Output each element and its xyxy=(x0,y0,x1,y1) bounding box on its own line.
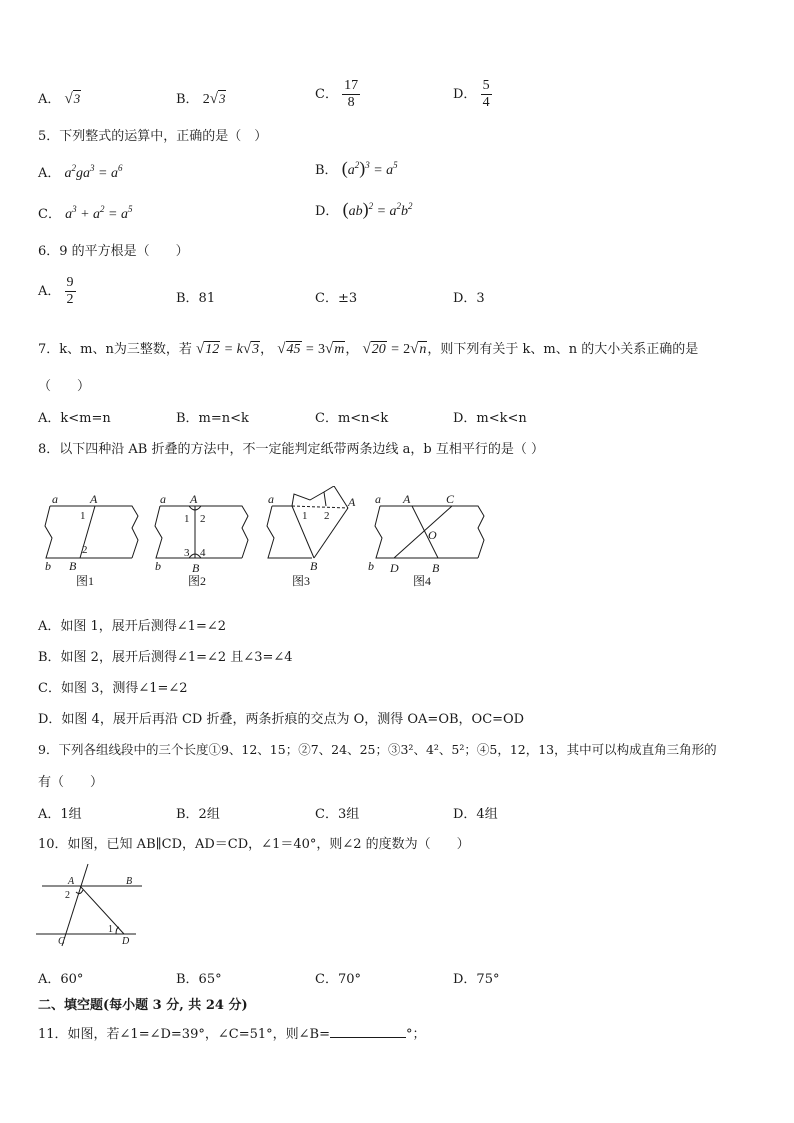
figure-3 xyxy=(267,486,356,588)
q9-stem-continued: 有（ ） xyxy=(38,775,104,790)
svg-text:D: D xyxy=(390,561,399,575)
svg-text:1: 1 xyxy=(302,510,308,522)
q8-option-c: C．如图 3，测得∠1=∠2 xyxy=(38,681,188,696)
svg-text:O: O xyxy=(428,528,437,542)
q7-option-b: B．m=n<k xyxy=(176,411,249,426)
svg-text:A: A xyxy=(190,492,198,506)
q6-option-b: B．81 xyxy=(176,291,216,306)
svg-text:1: 1 xyxy=(184,513,190,525)
q4-option-c: C． $\frac{17}{8}$ xyxy=(315,78,359,110)
q9-stem: 9．下列各组线段中的三个长度①9、12、15；②7、24、25；③3²、4²、5²；④5，12，13，其中可以构成直角三角形的 xyxy=(38,742,717,757)
svg-text:a: a xyxy=(160,492,166,506)
svg-text:b: b xyxy=(368,559,374,573)
svg-text:2: 2 xyxy=(82,544,88,556)
q7-option-a: A．k<m=n xyxy=(38,411,111,426)
q8-option-a: A．如图 1，展开后测得∠1=∠2 xyxy=(38,619,227,634)
svg-text:A: A xyxy=(68,876,75,887)
figure-4-label: 图4 xyxy=(413,574,432,588)
q5-option-c: C． $a^3 + a^2 = a^5$ xyxy=(38,204,133,222)
q5-stem: 5．下列整式的运算中，正确的是（ ） xyxy=(38,129,268,144)
svg-text:A: A xyxy=(403,492,411,506)
svg-text:3: 3 xyxy=(184,547,190,559)
q6-option-d: D．3 xyxy=(453,291,485,306)
q4-option-a: A． √3 xyxy=(38,91,81,107)
q4-option-d: D． $\frac{5}{4}$ xyxy=(453,78,490,110)
svg-text:b: b xyxy=(45,559,51,573)
svg-text:C: C xyxy=(58,936,65,947)
svg-text:B: B xyxy=(192,561,200,575)
q6-option-a: A． $\frac{9}{2}$ xyxy=(38,275,74,307)
q10-figure xyxy=(36,862,146,952)
figure-1-label: 图1 xyxy=(76,574,95,588)
figure-2-label: 图2 xyxy=(188,574,207,588)
q7-option-d: D．m<k<n xyxy=(453,411,527,426)
q11-stem: 11．如图，若∠1=∠D=39°，∠C=51°，则∠B= °； xyxy=(38,1027,426,1042)
svg-text:2: 2 xyxy=(200,513,206,525)
q10-option-b: B．65° xyxy=(176,972,222,987)
svg-text:1: 1 xyxy=(108,924,113,935)
q8-option-d: D．如图 4，展开后再沿 CD 折叠，两条折痕的交点为 O，测得 OA=OB，OC=OD xyxy=(38,712,525,727)
figure-2 xyxy=(155,492,248,588)
svg-text:2: 2 xyxy=(324,510,330,522)
svg-text:B: B xyxy=(69,559,77,573)
svg-text:1: 1 xyxy=(80,510,86,522)
q8-option-b: B．如图 2，展开后测得∠1=∠2 且∠3=∠4 xyxy=(38,650,293,665)
svg-text:a: a xyxy=(375,492,381,506)
svg-text:D: D xyxy=(122,936,130,947)
q7-paren: （ ） xyxy=(38,379,91,394)
svg-text:A: A xyxy=(348,495,356,509)
q5-option-a: A． $a^2ga^3 = a^6$ xyxy=(38,163,123,181)
figure-1 xyxy=(45,492,138,588)
q5-option-d: D． $(ab)^2 = a^2b^2$ xyxy=(315,199,413,219)
q6-option-c: C．±3 xyxy=(315,291,358,306)
answer-blank[interactable] xyxy=(330,1025,406,1038)
q9-option-a: A．1组 xyxy=(38,807,82,822)
svg-text:B: B xyxy=(432,561,440,575)
svg-text:B: B xyxy=(126,876,133,887)
svg-text:a: a xyxy=(52,492,58,506)
svg-text:2: 2 xyxy=(65,890,70,901)
svg-text:a: a xyxy=(268,492,274,506)
q6-stem: 6．9 的平方根是（ ） xyxy=(38,244,189,259)
q9-option-d: D．4组 xyxy=(453,807,498,822)
svg-text:B: B xyxy=(310,559,318,573)
figure-4 xyxy=(368,492,484,588)
q10-option-c: C．70° xyxy=(315,972,361,987)
section-title: 二、填空题(每小题 3 分, 共 24 分) xyxy=(38,998,248,1013)
q9-option-c: C．3组 xyxy=(315,807,360,822)
q4-option-b: B． 2√3 xyxy=(176,91,226,107)
q8-stem: 8．以下四种沿 AB 折叠的方法中，不一定能判定纸带两条边线 a，b 互相平行的是（ ） xyxy=(38,442,544,457)
svg-text:b: b xyxy=(155,559,161,573)
q7-option-c: C．m<n<k xyxy=(315,411,389,426)
q7-stem: 7．k、m、n为三整数，若 √12 = k√3， √45 = 3√m， √20 = 2√n，则下列有关于 k、m、n 的大小关系正确的是 xyxy=(38,341,699,357)
q10-stem: 10．如图，已知 AB∥CD，AD＝CD，∠1＝40°，则∠2 的度数为（ ） xyxy=(38,837,470,852)
q5-option-b: B． $(a^2)^3 = a^5$ xyxy=(315,158,398,178)
figure-3-label: 图3 xyxy=(292,574,311,588)
svg-text:4: 4 xyxy=(200,547,206,559)
svg-text:A: A xyxy=(90,492,98,506)
q9-option-b: B．2组 xyxy=(176,807,220,822)
q10-option-d: D．75° xyxy=(453,972,500,987)
q10-option-a: A．60° xyxy=(38,972,84,987)
q8-figures xyxy=(40,486,500,594)
svg-text:C: C xyxy=(446,492,455,506)
